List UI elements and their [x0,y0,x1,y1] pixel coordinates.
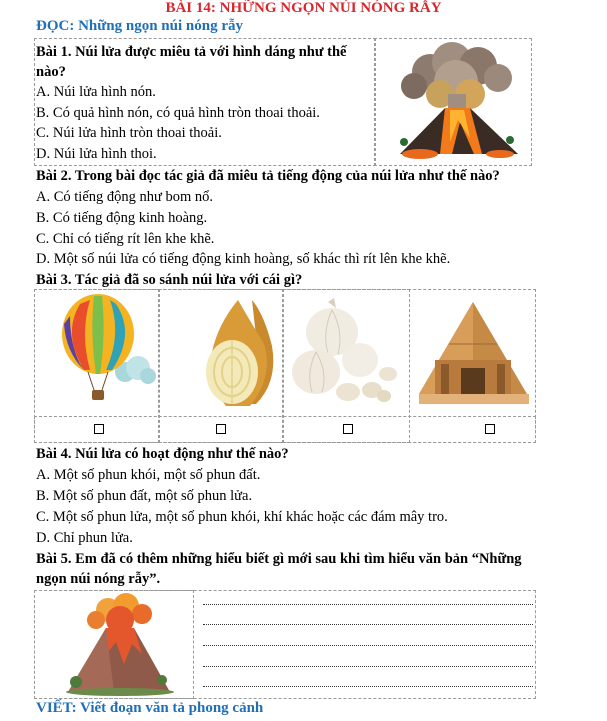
q4-option-a[interactable]: A. Một số phun khói, một số phun đất. [36,467,261,483]
q4-option-c[interactable]: C. Một số phun lửa, một số phun khói, khí khác hoặc các đám mây tro. [36,509,448,525]
answer-line-2[interactable] [203,624,533,625]
page-title: BÀI 14: NHỮNG NGỌN NÚI NÓNG RẪY [165,0,442,16]
q2-option-b[interactable]: B. Có tiếng động kinh hoàng. [36,210,208,226]
q1-option-b[interactable]: B. Có quả hình nón, có quả hình tròn thoai thoải. [36,105,320,121]
q1-option-c[interactable]: C. Núi lửa hình tròn thoai thoải. [36,125,222,141]
q1-option-a[interactable]: A. Núi lửa hình nón. [36,84,156,100]
q2-question: Bài 2. Trong bài đọc tác giả đã miêu tả tiếng động của núi lửa như thế nào? [36,168,500,184]
q4-option-d[interactable]: D. Chỉ phun lửa. [36,530,133,546]
q5-question-line2: ngọn núi nóng rẫy”. [36,571,161,587]
q2-option-d[interactable]: D. Một số núi lửa có tiếng động kinh hoàng, số khác thì rít lên khe khẽ. [36,251,451,267]
q5-question-line1: Bài 5. Em đã có thêm những hiểu biết gì mới sau khi tìm hiểu văn bản “Những [36,551,522,567]
hot-air-balloon-image [50,294,155,412]
q3-checkbox-row [34,416,536,443]
q3-checkbox-onion[interactable] [216,424,226,434]
q1-question-line2: nào? [36,64,66,80]
q3-checkbox-pyramid[interactable] [485,424,495,434]
q1-option-d[interactable]: D. Núi lửa hình thoi. [36,146,157,162]
pyramid-image [415,298,533,410]
q2-option-a[interactable]: A. Có tiếng động như bom nổ. [36,189,214,205]
erupting-volcano-image [390,42,525,162]
writing-heading: VIẾT: Viết đoạn văn tả phong cảnh [36,700,264,716]
answer-line-1[interactable] [203,604,533,605]
answer-line-3[interactable] [203,645,533,646]
q3-checkbox-balloon[interactable] [94,424,104,434]
volcano-cartoon-image [62,594,172,696]
garlic-image [288,294,406,414]
q1-question-line1: Bài 1. Núi lửa được miêu tả với hình dáng như thế [36,44,347,60]
answer-line-5[interactable] [203,686,533,687]
reading-heading: ĐỌC: Những ngọn núi nóng rẫy [36,18,243,34]
q2-option-c[interactable]: C. Chỉ có tiếng rít lên khe khẽ. [36,231,215,247]
q4-option-b[interactable]: B. Một số phun đất, một số phun lửa. [36,488,253,504]
q3-checkbox-garlic[interactable] [343,424,353,434]
q3-question: Bài 3. Tác giả đã so sánh núi lửa với cái gì? [36,272,303,288]
onion-image [198,296,282,410]
answer-line-4[interactable] [203,666,533,667]
q4-question: Bài 4. Núi lửa có hoạt động như thế nào? [36,446,289,462]
